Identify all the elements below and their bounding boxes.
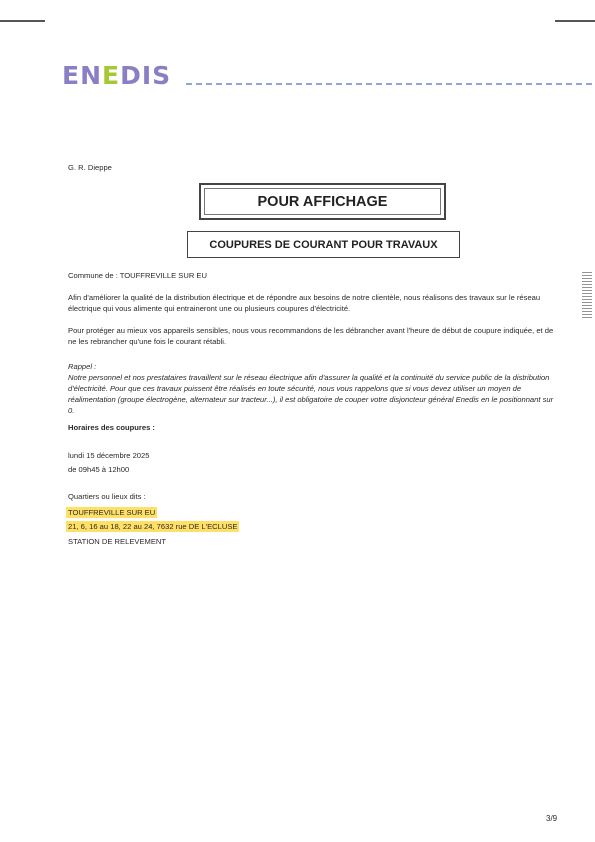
location-text: 21, 6, 16 au 18, 22 au 24, 7632 rue DE L'ECLUSE — [68, 522, 238, 531]
header-divider — [186, 83, 592, 85]
logo-part-2: E — [102, 61, 121, 90]
location-text: TOUFFREVILLE SUR EU — [68, 508, 156, 517]
sender: G. R. Dieppe — [68, 163, 112, 172]
paragraph-advice: Pour protéger au mieux vos appareils sensibles, nous vous recommandons de les débrancher avant l'heure de début de coupure indiquée, et de ne les rebrancher qu'une fois le courant rétabli. — [68, 326, 554, 346]
page-number: 3/9 — [546, 814, 558, 823]
commune: Commune de : TOUFFREVILLE SUR EU — [68, 271, 207, 280]
location-item — [66, 521, 239, 532]
rappel-block — [68, 361, 558, 416]
rappel-label: Rappel : — [68, 362, 97, 371]
location-item: STATION DE RELEVEMENT — [68, 537, 167, 546]
subtitle-box: COUPURES DE COURANT POUR TRAVAUX — [187, 231, 460, 258]
outage-time: de 09h45 à 12h00 — [68, 465, 130, 474]
paragraph-intro: Afin d'améliorer la qualité de la distribution électrique et de répondre aux besoins de notre clientèle, nous réalisons des travaux sur le réseau électrique qui vous alimente qui entraineront une ou plusieurs coupures d'électricité. — [68, 293, 541, 313]
horaires-label: Horaires des coupures : — [68, 423, 155, 432]
title-box: POUR AFFICHAGE — [199, 183, 446, 220]
enedis-logo — [62, 62, 171, 90]
scan-mark-right — [555, 20, 595, 22]
quartiers-label: Quartiers ou lieux dits : — [68, 492, 146, 501]
rappel-text: Notre personnel et nos prestataires travaillent sur le réseau électrique afin d'assurer la qualité et la continuité du service public de la distribution d'électricité. Pour que ces travaux puissent être réalisés en toute sécurité, nous vous rappelons que si vous devez utiliser un moyen de réalimentation (groupe électrogène, alternateur sur tracteur...), il est obligatoire de couper votre disjoncteur général Enedis en le positionnant sur 0. — [68, 373, 554, 415]
logo-part-3: DIS — [120, 61, 172, 90]
logo-part-1: EN — [62, 61, 103, 90]
location-item — [66, 507, 157, 518]
scan-mark-left — [0, 20, 45, 22]
side-barcode — [582, 270, 592, 318]
outage-date: lundi 15 décembre 2025 — [68, 451, 150, 460]
